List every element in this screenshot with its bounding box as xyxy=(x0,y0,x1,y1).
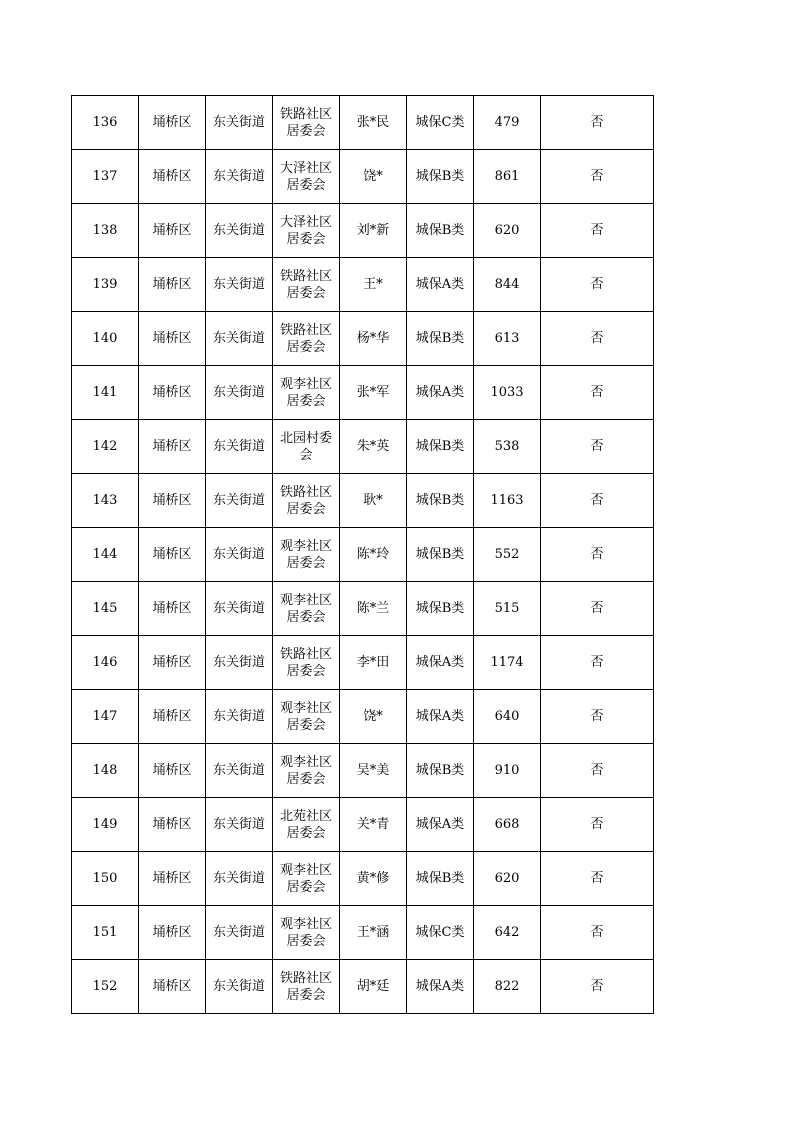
row-number-cell-text: 142 xyxy=(92,439,118,454)
flag-cell xyxy=(541,798,654,852)
community-cell xyxy=(273,258,340,312)
street-cell-text: 东关街道 xyxy=(212,331,265,346)
amount-cell xyxy=(474,690,541,744)
street-cell xyxy=(206,258,273,312)
amount-cell-text: 620 xyxy=(494,223,520,238)
insurance-type-cell-text: 城保B类 xyxy=(415,331,465,346)
flag-cell-text: 否 xyxy=(590,709,604,724)
insurance-type-cell xyxy=(407,690,474,744)
district-cell xyxy=(139,906,206,960)
district-cell-text: 埇桥区 xyxy=(152,331,192,346)
flag-cell xyxy=(541,636,654,690)
amount-cell-text: 538 xyxy=(494,439,520,454)
table-row xyxy=(72,690,654,744)
insurance-type-cell xyxy=(407,366,474,420)
flag-cell xyxy=(541,204,654,258)
insurance-type-cell xyxy=(407,528,474,582)
amount-cell-text: 844 xyxy=(494,277,520,292)
flag-cell-text: 否 xyxy=(590,223,604,238)
insurance-type-cell-text: 城保A类 xyxy=(415,385,465,400)
community-cell xyxy=(273,474,340,528)
flag-cell xyxy=(541,420,654,474)
insurance-type-cell xyxy=(407,960,474,1014)
insurance-type-cell-text: 城保A类 xyxy=(415,277,465,292)
street-cell-text: 东关街道 xyxy=(212,385,265,400)
community-cell xyxy=(273,204,340,258)
community-cell-text: 观李社区居委会 xyxy=(279,754,332,787)
district-cell xyxy=(139,420,206,474)
insurance-type-cell-text: 城保B类 xyxy=(415,439,465,454)
insurance-type-cell xyxy=(407,906,474,960)
community-cell-text: 北苑社区居委会 xyxy=(279,808,332,841)
district-cell xyxy=(139,744,206,798)
row-number-cell xyxy=(72,150,139,204)
flag-cell xyxy=(541,312,654,366)
amount-cell-text: 479 xyxy=(494,115,520,130)
insurance-type-cell-text: 城保B类 xyxy=(415,763,465,778)
street-cell xyxy=(206,744,273,798)
table-row xyxy=(72,474,654,528)
community-cell-text: 北园村委会 xyxy=(279,430,332,463)
flag-cell xyxy=(541,906,654,960)
amount-cell xyxy=(474,582,541,636)
flag-cell-text: 否 xyxy=(590,817,604,832)
flag-cell xyxy=(541,258,654,312)
row-number-cell-text: 138 xyxy=(92,223,118,238)
community-cell xyxy=(273,960,340,1014)
community-cell-text: 大泽社区居委会 xyxy=(279,160,332,193)
street-cell-text: 东关街道 xyxy=(212,871,265,886)
amount-cell-text: 620 xyxy=(494,871,520,886)
amount-cell-text: 1163 xyxy=(490,493,524,508)
row-number-cell xyxy=(72,474,139,528)
community-cell-text: 大泽社区居委会 xyxy=(279,214,332,247)
flag-cell-text: 否 xyxy=(590,655,604,670)
row-number-cell-text: 136 xyxy=(92,115,118,130)
name-cell xyxy=(340,906,407,960)
name-cell-text: 陈*玲 xyxy=(356,547,390,562)
row-number-cell-text: 146 xyxy=(92,655,118,670)
street-cell-text: 东关街道 xyxy=(212,277,265,292)
amount-cell xyxy=(474,960,541,1014)
district-cell xyxy=(139,96,206,150)
amount-cell xyxy=(474,798,541,852)
community-cell-text: 铁路社区居委会 xyxy=(279,484,332,517)
district-cell-text: 埇桥区 xyxy=(152,547,192,562)
name-cell-text: 耿* xyxy=(363,493,383,508)
row-number-cell-text: 145 xyxy=(92,601,118,616)
insurance-type-cell-text: 城保B类 xyxy=(415,871,465,886)
community-cell xyxy=(273,690,340,744)
community-cell-text: 观李社区居委会 xyxy=(279,592,332,625)
name-cell-text: 胡*廷 xyxy=(356,979,390,994)
insurance-type-cell-text: 城保B类 xyxy=(415,169,465,184)
row-number-cell xyxy=(72,906,139,960)
street-cell-text: 东关街道 xyxy=(212,655,265,670)
district-cell-text: 埇桥区 xyxy=(152,763,192,778)
flag-cell-text: 否 xyxy=(590,871,604,886)
community-cell-text: 观李社区居委会 xyxy=(279,862,332,895)
amount-cell xyxy=(474,420,541,474)
flag-cell-text: 否 xyxy=(590,169,604,184)
flag-cell xyxy=(541,690,654,744)
insurance-type-cell xyxy=(407,96,474,150)
name-cell xyxy=(340,420,407,474)
row-number-cell xyxy=(72,960,139,1014)
district-cell-text: 埇桥区 xyxy=(152,709,192,724)
insurance-type-cell xyxy=(407,474,474,528)
row-number-cell xyxy=(72,366,139,420)
name-cell-text: 陈*兰 xyxy=(356,601,390,616)
district-cell xyxy=(139,474,206,528)
street-cell-text: 东关街道 xyxy=(212,439,265,454)
street-cell-text: 东关街道 xyxy=(212,493,265,508)
row-number-cell-text: 150 xyxy=(92,871,118,886)
table-row xyxy=(72,366,654,420)
flag-cell-text: 否 xyxy=(590,601,604,616)
row-number-cell-text: 143 xyxy=(92,493,118,508)
name-cell-text: 关*青 xyxy=(356,817,390,832)
insurance-type-cell-text: 城保B类 xyxy=(415,547,465,562)
amount-cell-text: 613 xyxy=(494,331,520,346)
table-row xyxy=(72,420,654,474)
district-cell xyxy=(139,690,206,744)
street-cell xyxy=(206,474,273,528)
table-row xyxy=(72,204,654,258)
amount-cell xyxy=(474,312,541,366)
row-number-cell-text: 151 xyxy=(92,925,118,940)
flag-cell-text: 否 xyxy=(590,331,604,346)
district-cell-text: 埇桥区 xyxy=(152,169,192,184)
row-number-cell xyxy=(72,312,139,366)
flag-cell xyxy=(541,96,654,150)
name-cell-text: 张*军 xyxy=(356,385,390,400)
district-cell xyxy=(139,312,206,366)
name-cell-text: 杨*华 xyxy=(356,331,390,346)
name-cell-text: 王* xyxy=(363,277,383,292)
street-cell xyxy=(206,690,273,744)
table-row xyxy=(72,852,654,906)
street-cell xyxy=(206,960,273,1014)
community-cell xyxy=(273,852,340,906)
insurance-type-cell xyxy=(407,636,474,690)
row-number-cell-text: 149 xyxy=(92,817,118,832)
insurance-type-cell-text: 城保A类 xyxy=(415,979,465,994)
street-cell xyxy=(206,150,273,204)
name-cell xyxy=(340,204,407,258)
name-cell-text: 朱*英 xyxy=(356,439,390,454)
community-cell xyxy=(273,150,340,204)
community-cell-text: 观李社区居委会 xyxy=(279,376,332,409)
district-cell-text: 埇桥区 xyxy=(152,277,192,292)
flag-cell-text: 否 xyxy=(590,925,604,940)
insurance-type-cell-text: 城保A类 xyxy=(415,817,465,832)
amount-cell-text: 552 xyxy=(494,547,520,562)
table-row xyxy=(72,150,654,204)
district-cell-text: 埇桥区 xyxy=(152,871,192,886)
insurance-type-cell-text: 城保C类 xyxy=(415,925,465,940)
name-cell xyxy=(340,744,407,798)
name-cell-text: 吴*美 xyxy=(356,763,390,778)
name-cell-text: 王*涵 xyxy=(356,925,390,940)
flag-cell xyxy=(541,150,654,204)
district-cell xyxy=(139,798,206,852)
street-cell-text: 东关街道 xyxy=(212,223,265,238)
district-cell-text: 埇桥区 xyxy=(152,223,192,238)
row-number-cell-text: 139 xyxy=(92,277,118,292)
row-number-cell xyxy=(72,204,139,258)
flag-cell xyxy=(541,528,654,582)
flag-cell xyxy=(541,960,654,1014)
insurance-type-cell-text: 城保B类 xyxy=(415,223,465,238)
name-cell-text: 张*民 xyxy=(356,115,390,130)
flag-cell xyxy=(541,474,654,528)
street-cell xyxy=(206,852,273,906)
district-cell-text: 埇桥区 xyxy=(152,925,192,940)
row-number-cell xyxy=(72,636,139,690)
district-cell-text: 埇桥区 xyxy=(152,601,192,616)
amount-cell-text: 1033 xyxy=(490,385,524,400)
district-cell-text: 埇桥区 xyxy=(152,817,192,832)
district-cell xyxy=(139,204,206,258)
row-number-cell xyxy=(72,744,139,798)
row-number-cell xyxy=(72,96,139,150)
flag-cell xyxy=(541,582,654,636)
table-row xyxy=(72,582,654,636)
community-cell xyxy=(273,636,340,690)
amount-cell-text: 822 xyxy=(494,979,520,994)
name-cell xyxy=(340,150,407,204)
name-cell xyxy=(340,312,407,366)
insurance-type-cell xyxy=(407,852,474,906)
name-cell xyxy=(340,258,407,312)
district-cell-text: 埇桥区 xyxy=(152,979,192,994)
street-cell-text: 东关街道 xyxy=(212,817,265,832)
table-body xyxy=(72,96,654,1014)
amount-cell xyxy=(474,366,541,420)
amount-cell xyxy=(474,636,541,690)
flag-cell xyxy=(541,852,654,906)
community-cell-text: 铁路社区居委会 xyxy=(279,322,332,355)
district-cell xyxy=(139,150,206,204)
flag-cell-text: 否 xyxy=(590,439,604,454)
insurance-type-cell xyxy=(407,312,474,366)
flag-cell-text: 否 xyxy=(590,547,604,562)
insurance-type-cell xyxy=(407,798,474,852)
amount-cell xyxy=(474,744,541,798)
community-cell-text: 铁路社区居委会 xyxy=(279,268,332,301)
street-cell-text: 东关街道 xyxy=(212,979,265,994)
amount-cell xyxy=(474,906,541,960)
name-cell xyxy=(340,474,407,528)
community-cell-text: 观李社区居委会 xyxy=(279,538,332,571)
flag-cell-text: 否 xyxy=(590,979,604,994)
community-cell-text: 观李社区居委会 xyxy=(279,700,332,733)
street-cell xyxy=(206,528,273,582)
row-number-cell-text: 144 xyxy=(92,547,118,562)
data-table xyxy=(71,95,654,1014)
flag-cell-text: 否 xyxy=(590,493,604,508)
row-number-cell-text: 147 xyxy=(92,709,118,724)
street-cell xyxy=(206,636,273,690)
table-row xyxy=(72,312,654,366)
table-row xyxy=(72,906,654,960)
name-cell xyxy=(340,366,407,420)
table-row xyxy=(72,960,654,1014)
name-cell-text: 饶* xyxy=(363,709,383,724)
insurance-type-cell xyxy=(407,150,474,204)
street-cell-text: 东关街道 xyxy=(212,115,265,130)
insurance-type-cell xyxy=(407,582,474,636)
table-row xyxy=(72,528,654,582)
name-cell xyxy=(340,798,407,852)
community-cell-text: 观李社区居委会 xyxy=(279,916,332,949)
street-cell xyxy=(206,906,273,960)
street-cell xyxy=(206,420,273,474)
community-cell xyxy=(273,312,340,366)
amount-cell-text: 1174 xyxy=(490,655,524,670)
row-number-cell-text: 140 xyxy=(92,331,118,346)
community-cell xyxy=(273,744,340,798)
name-cell xyxy=(340,96,407,150)
flag-cell-text: 否 xyxy=(590,115,604,130)
table-row xyxy=(72,96,654,150)
community-cell xyxy=(273,96,340,150)
amount-cell-text: 642 xyxy=(494,925,520,940)
amount-cell-text: 515 xyxy=(494,601,520,616)
community-cell xyxy=(273,366,340,420)
community-cell xyxy=(273,798,340,852)
street-cell xyxy=(206,366,273,420)
community-cell xyxy=(273,582,340,636)
community-cell xyxy=(273,528,340,582)
district-cell xyxy=(139,582,206,636)
amount-cell xyxy=(474,528,541,582)
community-cell-text: 铁路社区居委会 xyxy=(279,106,332,139)
district-cell xyxy=(139,258,206,312)
flag-cell-text: 否 xyxy=(590,763,604,778)
insurance-type-cell xyxy=(407,204,474,258)
row-number-cell-text: 148 xyxy=(92,763,118,778)
insurance-type-cell xyxy=(407,258,474,312)
row-number-cell xyxy=(72,798,139,852)
flag-cell xyxy=(541,744,654,798)
amount-cell xyxy=(474,258,541,312)
street-cell-text: 东关街道 xyxy=(212,925,265,940)
table-row xyxy=(72,636,654,690)
row-number-cell xyxy=(72,528,139,582)
amount-cell-text: 640 xyxy=(494,709,520,724)
name-cell-text: 李*田 xyxy=(356,655,390,670)
street-cell xyxy=(206,96,273,150)
row-number-cell xyxy=(72,420,139,474)
insurance-type-cell-text: 城保B类 xyxy=(415,493,465,508)
table-row xyxy=(72,744,654,798)
district-cell xyxy=(139,366,206,420)
amount-cell xyxy=(474,474,541,528)
amount-cell xyxy=(474,96,541,150)
street-cell xyxy=(206,582,273,636)
name-cell xyxy=(340,960,407,1014)
insurance-type-cell-text: 城保B类 xyxy=(415,601,465,616)
district-cell-text: 埇桥区 xyxy=(152,439,192,454)
table-row xyxy=(72,258,654,312)
district-cell-text: 埇桥区 xyxy=(152,385,192,400)
flag-cell-text: 否 xyxy=(590,277,604,292)
flag-cell-text: 否 xyxy=(590,385,604,400)
name-cell-text: 饶* xyxy=(363,169,383,184)
street-cell-text: 东关街道 xyxy=(212,709,265,724)
street-cell xyxy=(206,798,273,852)
amount-cell xyxy=(474,150,541,204)
amount-cell-text: 668 xyxy=(494,817,520,832)
district-cell xyxy=(139,528,206,582)
amount-cell xyxy=(474,852,541,906)
amount-cell-text: 910 xyxy=(494,763,520,778)
row-number-cell xyxy=(72,258,139,312)
community-cell-text: 铁路社区居委会 xyxy=(279,970,332,1003)
name-cell xyxy=(340,852,407,906)
street-cell-text: 东关街道 xyxy=(212,763,265,778)
name-cell xyxy=(340,690,407,744)
row-number-cell xyxy=(72,852,139,906)
community-cell xyxy=(273,906,340,960)
name-cell xyxy=(340,528,407,582)
row-number-cell-text: 137 xyxy=(92,169,118,184)
insurance-type-cell xyxy=(407,420,474,474)
district-cell-text: 埇桥区 xyxy=(152,655,192,670)
name-cell xyxy=(340,636,407,690)
street-cell xyxy=(206,312,273,366)
district-cell-text: 埇桥区 xyxy=(152,115,192,130)
street-cell-text: 东关街道 xyxy=(212,547,265,562)
row-number-cell xyxy=(72,582,139,636)
table-row xyxy=(72,798,654,852)
street-cell-text: 东关街道 xyxy=(212,601,265,616)
insurance-type-cell xyxy=(407,744,474,798)
community-cell-text: 铁路社区居委会 xyxy=(279,646,332,679)
district-cell xyxy=(139,960,206,1014)
amount-cell-text: 861 xyxy=(494,169,520,184)
row-number-cell-text: 141 xyxy=(92,385,118,400)
row-number-cell-text: 152 xyxy=(92,979,118,994)
insurance-type-cell-text: 城保C类 xyxy=(415,115,465,130)
district-cell-text: 埇桥区 xyxy=(152,493,192,508)
street-cell-text: 东关街道 xyxy=(212,169,265,184)
amount-cell xyxy=(474,204,541,258)
district-cell xyxy=(139,636,206,690)
name-cell-text: 黄*修 xyxy=(356,871,390,886)
flag-cell xyxy=(541,366,654,420)
name-cell xyxy=(340,582,407,636)
street-cell xyxy=(206,204,273,258)
community-cell xyxy=(273,420,340,474)
name-cell-text: 刘*新 xyxy=(356,223,390,238)
row-number-cell xyxy=(72,690,139,744)
district-cell xyxy=(139,852,206,906)
insurance-type-cell-text: 城保A类 xyxy=(415,655,465,670)
insurance-type-cell-text: 城保A类 xyxy=(415,709,465,724)
